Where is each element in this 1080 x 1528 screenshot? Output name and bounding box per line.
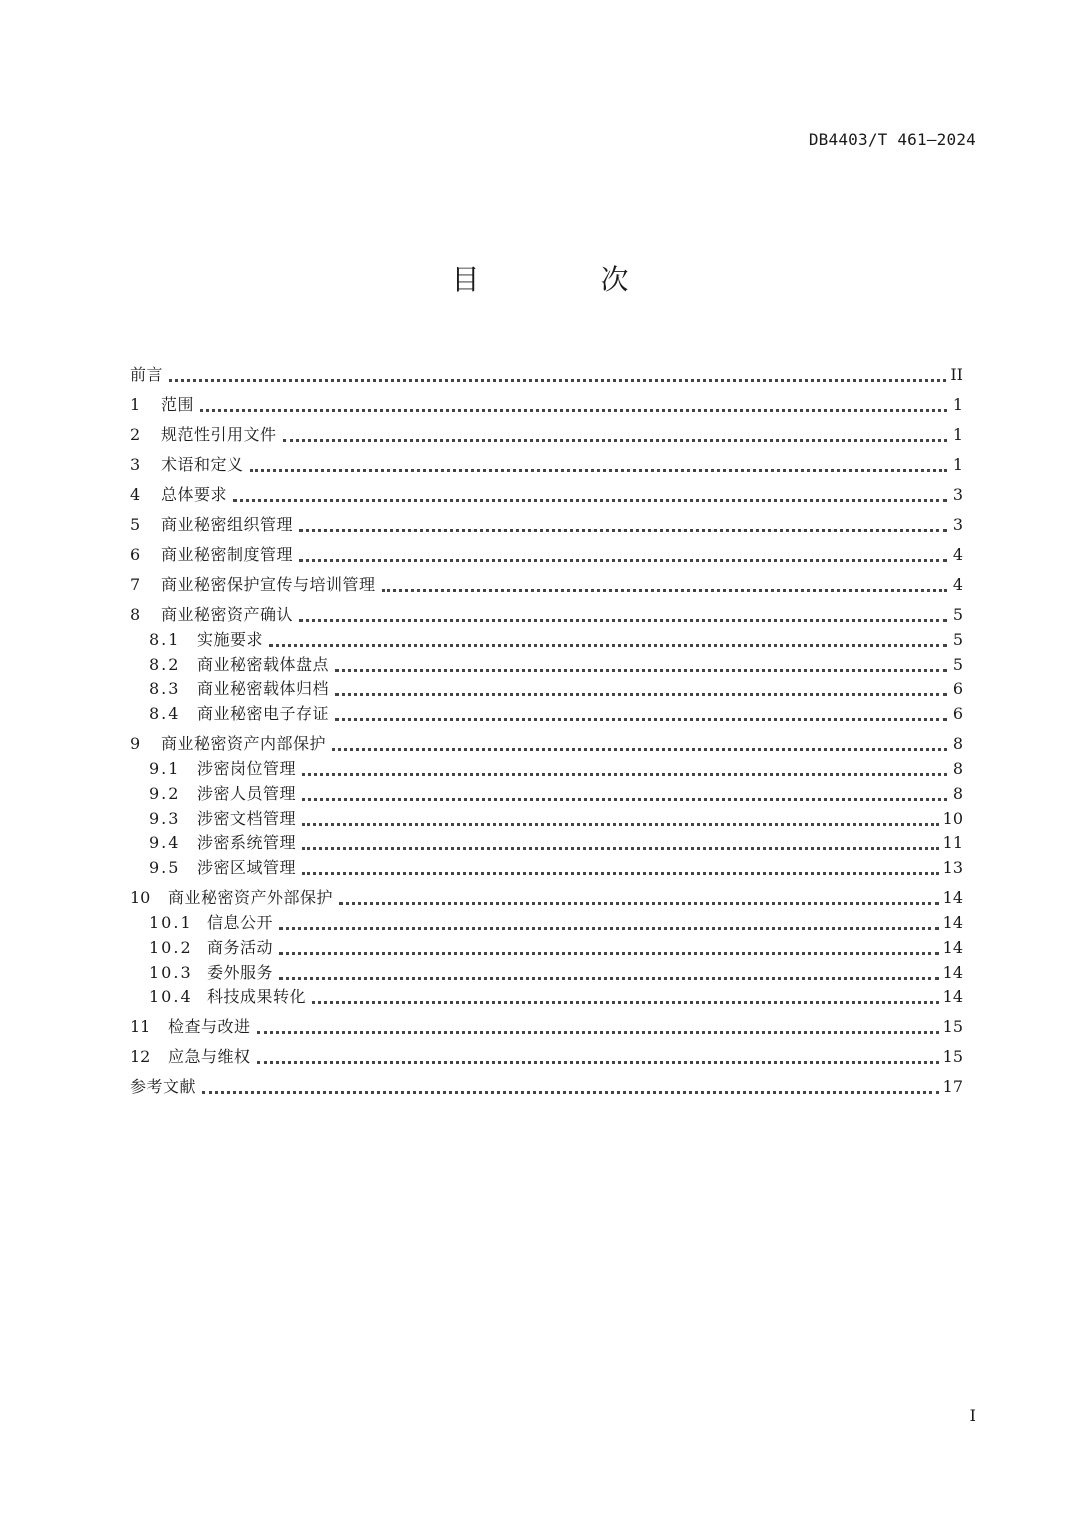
toc-entry-page: 3 <box>952 515 963 534</box>
toc-entry-label: 科技成果转化 <box>207 987 307 1007</box>
toc-entry[interactable] <box>130 1008 963 1038</box>
toc-entry-label: 商业秘密电子存证 <box>197 704 330 724</box>
toc-entry-number: 2 <box>130 425 141 444</box>
toc-entry-label: 涉密系统管理 <box>197 833 297 853</box>
toc-entry-number: 10.3 <box>149 962 193 982</box>
dot-leader <box>279 965 939 980</box>
toc-entry[interactable] <box>130 805 963 830</box>
dot-leader <box>335 706 947 721</box>
toc-entry-page: 5 <box>952 605 963 624</box>
toc-entry-label: 商业秘密制度管理 <box>161 545 294 564</box>
toc-entry-number: 8.1 <box>149 629 181 649</box>
toc-entry[interactable] <box>130 755 963 780</box>
dot-leader <box>200 397 947 412</box>
toc-entry-number: 9.3 <box>149 808 181 828</box>
toc-entry[interactable] <box>130 830 963 855</box>
toc-entry-page: 10 <box>942 808 963 828</box>
toc-entry[interactable] <box>130 700 963 725</box>
toc-entry[interactable] <box>130 879 963 909</box>
toc-entry[interactable] <box>130 934 963 959</box>
toc-entry-label: 信息公开 <box>207 912 274 932</box>
toc-entry-label: 检查与改进 <box>168 1017 251 1037</box>
toc-entry-label: 委外服务 <box>207 962 274 982</box>
toc-entry-page: 14 <box>942 962 963 982</box>
toc-entry-label: 商务活动 <box>207 937 274 957</box>
toc-entry-number: 9.4 <box>149 833 181 853</box>
toc-entry-number: 5 <box>130 515 141 534</box>
toc-entry-number: 9 <box>130 734 141 754</box>
toc-entry-number: 12 <box>130 1047 151 1067</box>
toc-entry-page: 15 <box>942 1017 963 1037</box>
toc-entry-page: 5 <box>952 654 963 674</box>
toc-entry-page: 3 <box>952 485 963 504</box>
toc-entry-page: 14 <box>942 937 963 957</box>
toc-entry[interactable] <box>130 854 963 879</box>
dot-leader <box>335 657 947 672</box>
toc-entry-number: 11 <box>130 1017 151 1037</box>
dot-leader <box>279 915 939 930</box>
toc-entry-number: 8 <box>130 605 141 624</box>
dot-leader <box>299 547 947 562</box>
dot-leader <box>299 607 947 622</box>
dot-leader <box>233 487 947 502</box>
toc-entry-page: 8 <box>952 783 963 803</box>
toc-entry-label: 商业秘密资产确认 <box>161 605 294 624</box>
toc-entry-page: 15 <box>942 1047 963 1067</box>
dot-leader <box>269 632 947 647</box>
toc-entry-page: 6 <box>952 704 963 724</box>
toc-entry-label: 应急与维权 <box>168 1047 251 1067</box>
toc-entry[interactable] <box>130 386 963 416</box>
toc-entry-page: 14 <box>942 912 963 932</box>
toc-entry-page: 8 <box>952 758 963 778</box>
toc-entry-number: 4 <box>130 485 141 504</box>
toc-entry-number: 1 <box>130 395 141 414</box>
toc-entry-page: 4 <box>952 545 963 564</box>
toc-entry[interactable] <box>130 780 963 805</box>
toc-entry-label: 商业秘密载体归档 <box>197 679 330 699</box>
toc-entry-page: 1 <box>952 455 963 474</box>
toc-entry-label: 商业秘密保护宣传与培训管理 <box>161 575 376 594</box>
toc-entry-number: 3 <box>130 455 141 474</box>
toc-entry[interactable] <box>130 909 963 934</box>
toc-entry-number: 9.2 <box>149 783 181 803</box>
toc-entry[interactable] <box>130 506 963 536</box>
toc-entry-number: 10 <box>130 888 151 908</box>
toc-entry-page: II <box>950 365 963 384</box>
dot-leader <box>202 1079 939 1094</box>
dot-leader <box>339 890 939 905</box>
toc-entry[interactable] <box>130 596 963 626</box>
toc-entry-number: 10.4 <box>149 987 193 1007</box>
toc-entry-page: 1 <box>952 395 963 414</box>
dot-leader <box>250 457 947 472</box>
toc-entry-page: 13 <box>942 858 963 878</box>
toc-entry-label: 术语和定义 <box>161 455 244 474</box>
toc-entry-number: 9.5 <box>149 858 181 878</box>
dot-leader <box>302 786 947 801</box>
toc-entry-label: 涉密区域管理 <box>197 858 297 878</box>
dot-leader <box>302 761 947 776</box>
dot-leader <box>335 681 947 696</box>
toc-entry-label: 商业秘密载体盘点 <box>197 654 330 674</box>
toc-entry[interactable] <box>130 446 963 476</box>
toc-entry[interactable] <box>130 1068 963 1098</box>
dot-leader <box>382 577 947 592</box>
toc-entry[interactable] <box>130 626 963 651</box>
page-number: I <box>969 1406 976 1425</box>
toc-entry-page: 4 <box>952 575 963 594</box>
toc-entry[interactable] <box>130 536 963 566</box>
toc-entry[interactable] <box>130 1038 963 1068</box>
toc-entry-page: 14 <box>942 888 963 908</box>
dot-leader <box>332 736 947 751</box>
dot-leader <box>312 989 939 1004</box>
dot-leader <box>283 427 947 442</box>
dot-leader <box>257 1019 939 1034</box>
toc-entry-number: 10.1 <box>149 912 193 932</box>
toc-entry-page: 17 <box>942 1077 963 1097</box>
toc-entry[interactable] <box>130 984 963 1009</box>
toc-entry-page: 6 <box>952 679 963 699</box>
toc-entry[interactable] <box>130 476 963 506</box>
toc-entry-number: 8.2 <box>149 654 181 674</box>
document-code: DB4403/T 461—2024 <box>808 130 976 149</box>
dot-leader <box>279 940 939 955</box>
toc-entry-label: 参考文献 <box>130 1077 197 1097</box>
toc-entry-label: 涉密文档管理 <box>197 808 297 828</box>
toc-entry-label: 总体要求 <box>161 485 228 504</box>
toc-entry-label: 涉密岗位管理 <box>197 758 297 778</box>
dot-leader <box>257 1049 939 1064</box>
toc-entry[interactable] <box>130 356 963 386</box>
toc-entry-number: 9.1 <box>149 758 181 778</box>
toc-entry-number: 6 <box>130 545 141 564</box>
toc-entry[interactable] <box>130 725 963 755</box>
toc-entry-page: 14 <box>942 987 963 1007</box>
toc-entry-number: 8.4 <box>149 704 181 724</box>
toc-entry[interactable] <box>130 676 963 701</box>
dot-leader <box>299 517 947 532</box>
toc-entry[interactable] <box>130 566 963 596</box>
toc-entry-label: 前言 <box>130 365 164 384</box>
toc-entry-label: 规范性引用文件 <box>161 425 277 444</box>
toc-entry-page: 5 <box>952 629 963 649</box>
toc-entry-label: 商业秘密资产内部保护 <box>161 734 327 754</box>
page-title: 目 次 <box>451 263 685 296</box>
toc-entry-number: 8.3 <box>149 679 181 699</box>
toc-entry[interactable] <box>130 959 963 984</box>
toc-entry[interactable] <box>130 651 963 676</box>
toc-entry[interactable] <box>130 416 963 446</box>
toc-entry-label: 商业秘密资产外部保护 <box>168 888 334 908</box>
toc-entry-number: 10.2 <box>149 937 193 957</box>
dot-leader <box>169 367 946 382</box>
toc-entry-label: 涉密人员管理 <box>197 783 297 803</box>
toc-entry-label: 商业秘密组织管理 <box>161 515 294 534</box>
toc-entry-number: 7 <box>130 575 141 594</box>
toc-entry-label: 范围 <box>161 395 195 414</box>
toc-entry-label: 实施要求 <box>197 629 264 649</box>
toc-entry-page: 11 <box>942 833 963 853</box>
dot-leader <box>302 835 939 850</box>
dot-leader <box>302 811 939 826</box>
dot-leader <box>302 860 939 875</box>
table-of-contents <box>130 356 963 1098</box>
toc-entry-page: 1 <box>952 425 963 444</box>
toc-entry-page: 8 <box>952 734 963 754</box>
